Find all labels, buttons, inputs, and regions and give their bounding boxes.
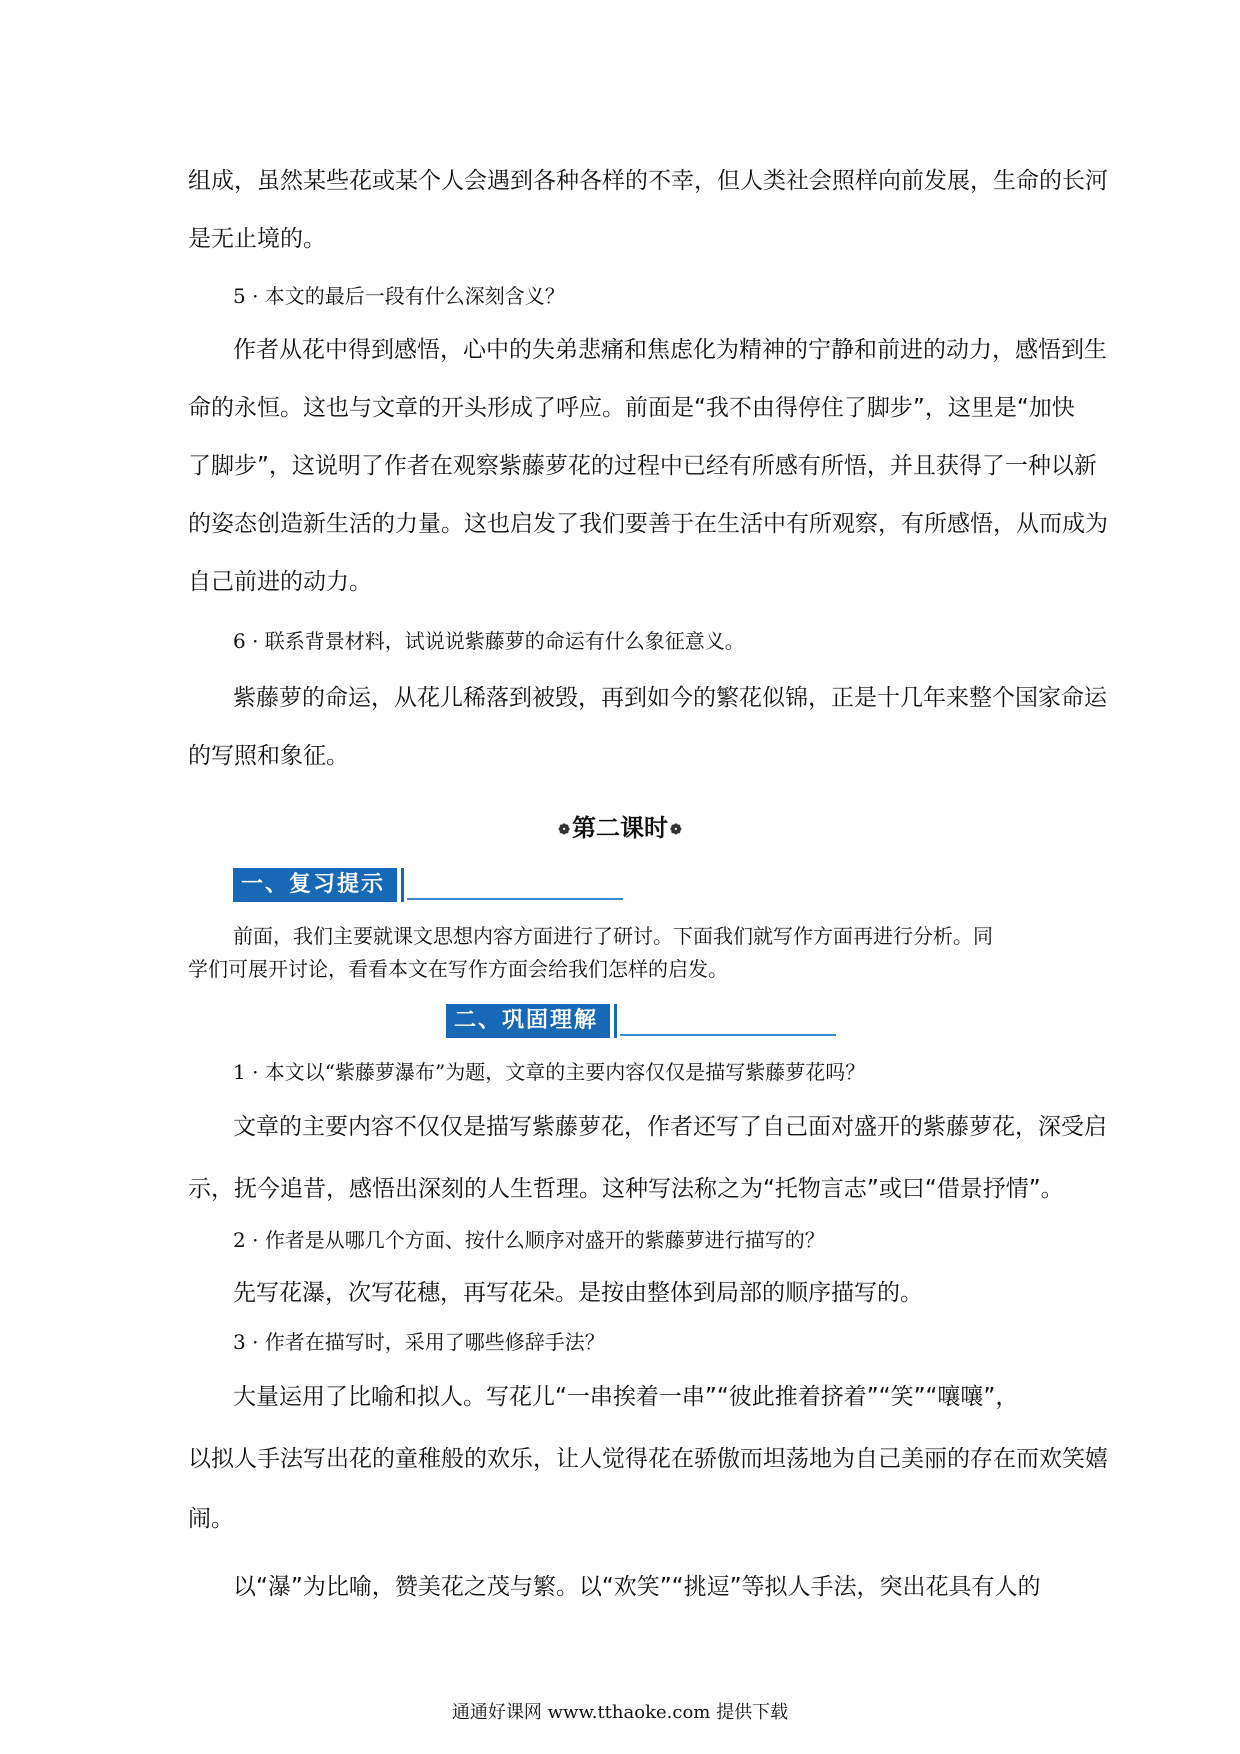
section-title: 二、巩固理解 bbox=[446, 1004, 608, 1038]
banner-bar bbox=[393, 868, 397, 902]
question-3: 3 · 作者在描写时，采用了哪些修辞手法？ bbox=[233, 1330, 605, 1354]
banner-bar bbox=[606, 1004, 610, 1038]
text-line: 前面，我们主要就课文思想内容方面进行了研讨。下面我们就写作方面再进行分析。同 bbox=[233, 924, 993, 948]
answer-line: 了脚步”，这说明了作者在观察紫藤萝花的过程中已经有所感有所悟，并且获得了一种以新 bbox=[188, 453, 1097, 479]
answer-line: 大量运用了比喻和拟人。写花儿“一串挨着一串”“彼此推着挤着”“笑”“嚷嚷”， bbox=[233, 1384, 1019, 1410]
ornament-icon: ❁ bbox=[670, 821, 682, 838]
answer-line: 命的永恒。这也与文章的开头形成了呼应。前面是“我不由得停住了脚步”，这里是“加快 bbox=[188, 395, 1075, 421]
question-6: 6 · 联系背景材料，试说说紫藤萝的命运有什么象征意义。 bbox=[233, 629, 745, 653]
answer-line: 的写照和象征。 bbox=[188, 743, 349, 769]
answer-line: 示，抚今追昔，感悟出深刻的人生哲理。这种写法称之为“托物言志”或曰“借景抒情”。 bbox=[188, 1176, 1064, 1202]
page-footer: 通通好课网 www.tthaoke.com 提供下载 bbox=[451, 1702, 789, 1723]
question-5: 5 · 本文的最后一段有什么深刻含义？ bbox=[233, 284, 565, 308]
text-line: 是无止境的。 bbox=[188, 226, 326, 252]
text-line: 组成，虽然某些花或某个人会遇到各种各样的不幸，但人类社会照样向前发展，生命的长河 bbox=[188, 168, 1108, 194]
answer-line: 紫藤萝的命运，从花儿稀落到被毁，再到如今的繁花似锦，正是十几年来整个国家命运 bbox=[233, 685, 1107, 711]
answer-line: 以“瀑”为比喻，赞美花之茂与繁。以“欢笑”“挑逗”等拟人手法，突出花具有人的 bbox=[233, 1574, 1041, 1600]
answer-line: 文章的主要内容不仅仅是描写紫藤萝花，作者还写了自己面对盛开的紫藤萝花，深受启 bbox=[233, 1114, 1107, 1140]
section-banner-consolidate bbox=[446, 1004, 836, 1040]
text-line: 学们可展开讨论，看看本文在写作方面会给我们怎样的启发。 bbox=[188, 957, 728, 981]
ornament-icon: ❁ bbox=[558, 821, 570, 838]
answer-line: 闹。 bbox=[188, 1506, 234, 1532]
answer-line: 先写花瀑，次写花穗，再写花朵。是按由整体到局部的顺序描写的。 bbox=[233, 1280, 923, 1306]
question-2: 2 · 作者是从哪几个方面、按什么顺序对盛开的紫藤萝进行描写的？ bbox=[233, 1228, 825, 1252]
banner-bar bbox=[401, 868, 404, 902]
answer-line: 的姿态创造新生活的力量。这也启发了我们要善于在生活中有所观察，有所感悟，从而成为 bbox=[188, 511, 1108, 537]
answer-line: 以拟人手法写出花的童稚般的欢乐，让人觉得花在骄傲而坦荡地为自己美丽的存在而欢笑嬉 bbox=[188, 1446, 1108, 1472]
banner-rule bbox=[620, 1034, 836, 1036]
answer-line: 作者从花中得到感悟，心中的失弟悲痛和焦虑化为精神的宁静和前进的动力，感悟到生 bbox=[233, 337, 1107, 363]
question-1: 1 · 本文以“紫藤萝瀑布”为题，文章的主要内容仅仅是描写紫藤萝花吗？ bbox=[233, 1060, 866, 1084]
banner-rule bbox=[407, 898, 623, 900]
answer-line: 自己前进的动力。 bbox=[188, 569, 372, 595]
section-banner-review bbox=[233, 868, 623, 904]
lesson-heading bbox=[0, 808, 1240, 843]
lesson-heading-text: 第二课时 bbox=[572, 813, 668, 842]
banner-bar bbox=[614, 1004, 617, 1038]
section-title: 一、复习提示 bbox=[233, 868, 395, 902]
